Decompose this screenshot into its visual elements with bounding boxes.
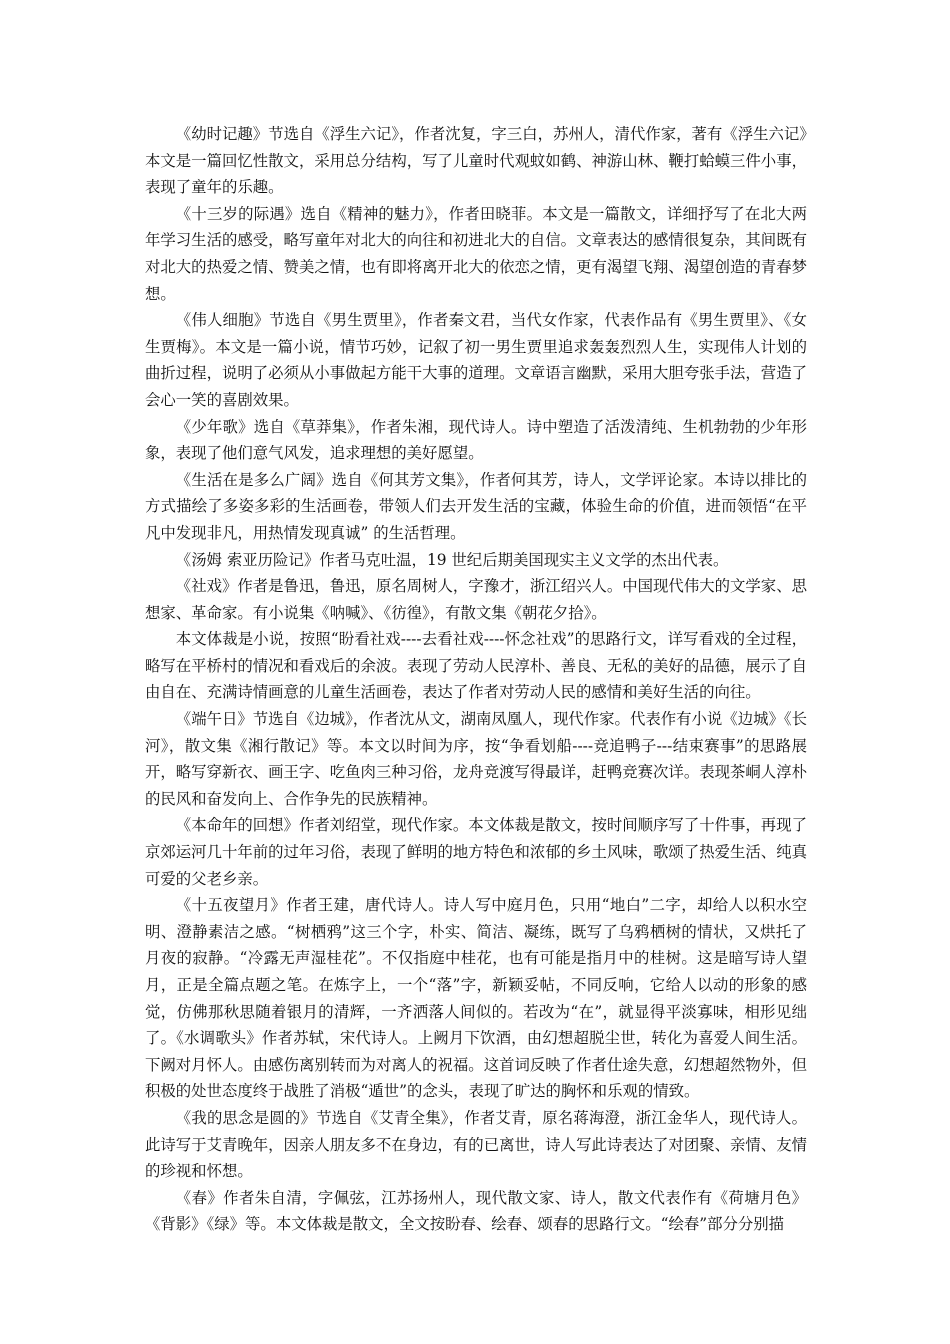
paragraph-shexi-author: 《社戏》作者是鲁迅，鲁迅，原名周树人，字豫才，浙江绍兴人。中国现代伟大的文学家、思想家、革命家。有小说集《呐喊》、《彷徨》，有散文集《朝花夕拾》。 — [145, 577, 807, 622]
paragraph-shexi-summary: 本文体裁是小说，按照“盼看社戏----去看社戏----怀念社戏”的思路行文，详写看戏的全过程，略写在平桥村的情况和看戏后的余波。表现了劳动人民淳朴、善良、无私的美好的品德，展示了自由自在、充满诗情画意的儿童生活画卷，表达了作者对劳动人民的感情和美好生活的向往。 — [145, 630, 807, 702]
paragraph-chun: 《春》作者朱自清，字佩弦，江苏扬州人，现代散文家、诗人，散文代表作有《荷塘月色》《背影》《绿》等。本文体裁是散文，全文按盼春、绘春、颂春的思路行文。“绘春”部分分别描 — [145, 1188, 807, 1234]
paragraph-weirenxibao: 《伟人细胞》节选自《男生贾里》，作者秦文君，当代女作家，代表作品有《男生贾里》、《女生贾梅》。本文是一篇小说，情节巧妙，记叙了初一男生贾里追求轰轰烈烈人生，实现伟人计划的曲折过程，说明了必须从小事做起方能干大事的道理。文章语言幽默，采用大胆夸张手法，营造了会心一笑的喜剧效果。 — [145, 311, 807, 409]
paragraph-shaoniange: 《少年歌》选自《草莽集》，作者朱湘，现代诗人。诗中塑造了活泼清纯、生机勃勃的少年形象，表现了他们意气风发，追求理想的美好愿望。 — [145, 417, 807, 463]
paragraph-sinian: 《我的思念是圆的》节选自《艾青全集》，作者艾青，原名蒋海澄，浙江金华人，现代诗人。此诗写于艾青晚年，因亲人朋友多不在身边，有的已离世，诗人写此诗表达了对团聚、亲情、友情的珍视和怀想。 — [145, 1108, 807, 1181]
paragraph-shisansui: 《十三岁的际遇》选自《精神的魅力》，作者田晓菲。本文是一篇散文，详细抒写了在北大两年学习生活的感受，略写童年对北大的向往和初进北大的自信。文章表达的感情很复杂，其间既有对北大的热爱之情、赞美之情，也有即将离开北大的依恋之情，更有渴望飞翔、渴望创造的青春梦想。 — [145, 204, 807, 303]
paragraph-benmingnian: 《本命年的回想》作者刘绍堂，现代作家。本文体裁是散文，按时间顺序写了十件事，再现了京郊运河几十年前的过年习俗，表现了鲜明的地方特色和浓郁的乡土风味，歌颂了热爱生活、纯真可爱的父老乡亲。 — [145, 816, 807, 888]
document-body — [145, 121, 807, 1238]
paragraph-tangmu: 《汤姆 索亚历险记》作者马克吐温，19 世纪后期美国现实主义文学的杰出代表。 — [175, 550, 729, 569]
paragraph-shenghuo: 《生活在是多么广阔》选自《何其芳文集》，作者何其芳，诗人，文学评论家。本诗以排比的方式描绘了多姿多彩的生活画卷，带领人们去开发生活的宝藏，体验生命的价值，进而领悟“在平凡中发现非凡，用热情发现真诚” 的生活哲理。 — [145, 470, 807, 542]
paragraph-shiwuye: 《十五夜望月》作者王建，唐代诗人。诗人写中庭月色，只用“地白”二字，却给人以积水空明、澄静素洁之感。“树栖鸦”这三个字，朴实、简洁、凝练，既写了乌鸦栖树的情状，又烘托了月夜的寂静。“冷露无声湿桂花”。不仅指庭中桂花，也有可能是指月中的桂树。这是暗写诗人望月，正是全篇点题之笔。在炼字上，一个“落”字，新颖妥帖，不同反响，它给人以动的形象的感觉，仿佛那秋思随着银月的清辉，一齐洒落人间似的。若改为“在”，就显得平淡寡味，相形见绌了。《水调歌头》作者苏轼，宋代诗人。上阙月下饮酒，由幻想超脱尘世，转化为喜爱人间生活。下阙对月怀人。由感伤离别转而为对离人的祝福。这首词反映了作者仕途失意，幻想超然物外，但积极的处世态度终于战胜了消极“遁世”的念头，表现了旷达的胸怀和乐观的情致。 — [145, 896, 807, 1101]
paragraph-duanwuri: 《端午日》节选自《边城》，作者沈从文，湖南凤凰人，现代作家。代表作有小说《边城》《长河》，散文集《湘行散记》等。本文以时间为序，按“争看划船----竞追鸭子---结束赛事”的思路展开，略写穿新衣、画王字、吃鱼肉三种习俗，龙舟竞渡写得最详，赶鸭竞赛次详。表现茶峒人淳朴的民风和奋发向上、合作争先的民族精神。 — [145, 710, 807, 808]
paragraph-youshijiqu: 《幼时记趣》节选自《浮生六记》，作者沈复，字三白，苏州人，清代作家，著有《浮生六记》本文是一篇回忆性散文，采用总分结构，写了儿童时代观蚊如鹤、神游山林、鞭打蛤蟆三件小事，表现了童年的乐趣。 — [145, 125, 807, 197]
